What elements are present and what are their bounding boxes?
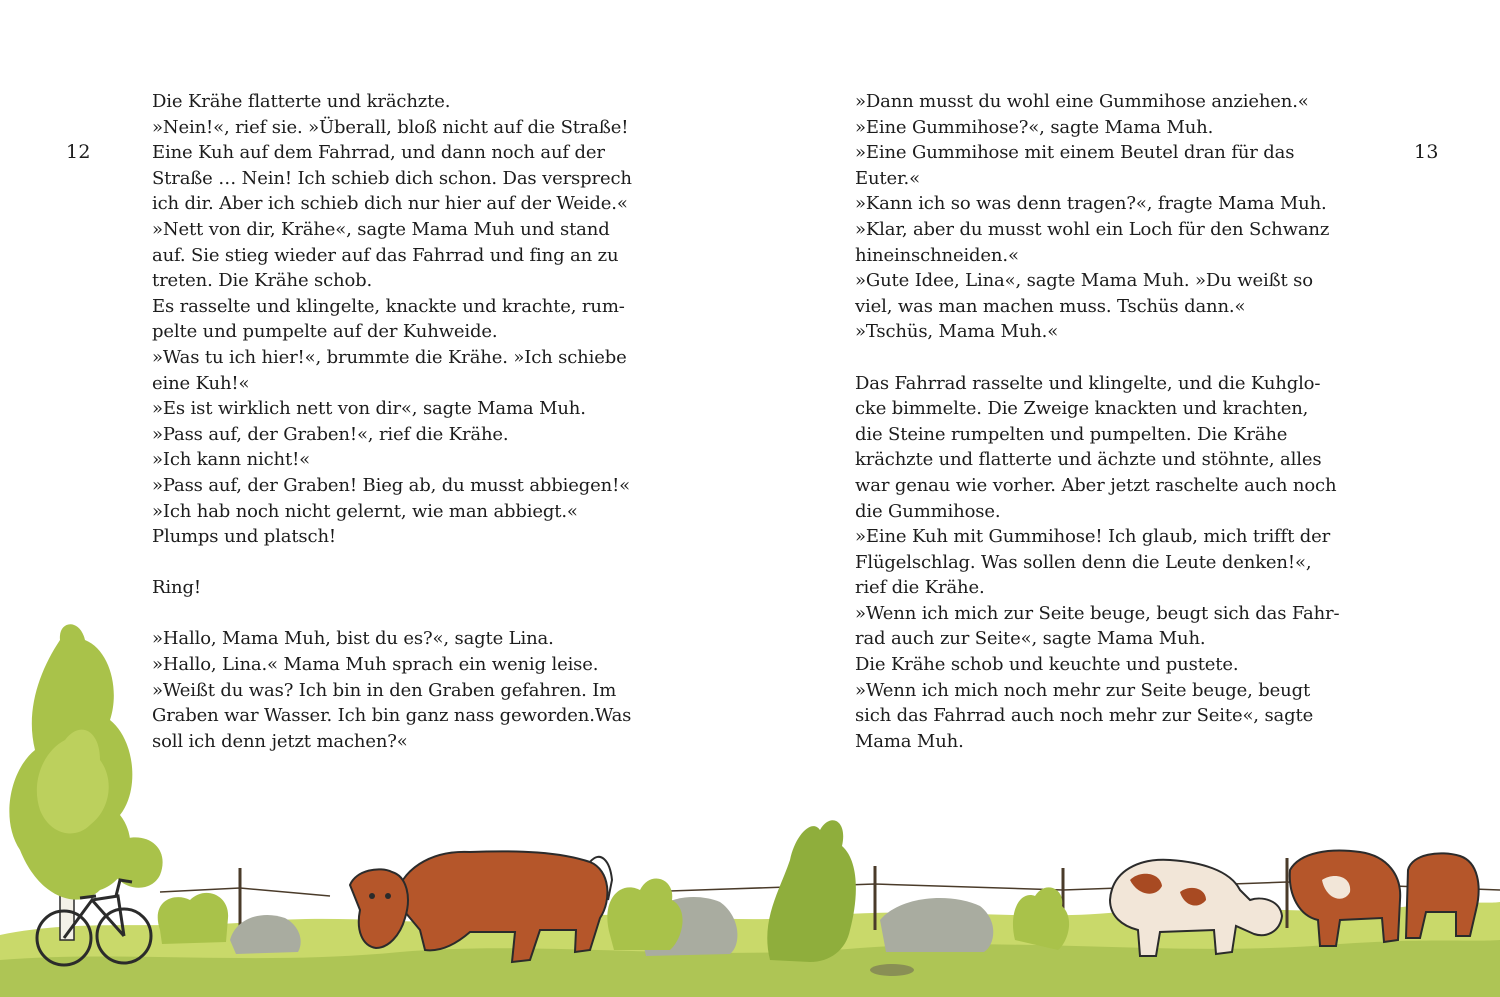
text-line: pelte und pumpelte auf der Kuhweide. — [152, 321, 498, 343]
text-line: »Weißt du was? Ich bin in den Graben gefahren. Im — [152, 679, 617, 701]
text-line: »Dann musst du wohl eine Gummihose anziehen.« — [855, 91, 1309, 112]
shrub — [607, 879, 682, 950]
text-line: treten. Die Krähe schob. — [152, 270, 373, 292]
text-line: Eine Kuh auf dem Fahrrad, und dann noch auf der — [152, 142, 605, 164]
text-line: rad auch zur Seite«, sagte Mama Muh. — [855, 628, 1206, 650]
text-line: Die Krähe flatterte und krächzte. — [152, 91, 451, 112]
text-line: »Wenn ich mich zur Seite beuge, beugt sich das Fahr- — [855, 602, 1340, 624]
text-line: »Tschüs, Mama Muh.« — [855, 321, 1059, 343]
text-line: Ring! — [152, 577, 201, 599]
text-line: »Pass auf, der Graben! Bieg ab, du musst abbiegen!« — [152, 474, 631, 496]
text-line: Es rasselte und klingelte, knackte und krachte, rum- — [152, 295, 625, 317]
text-line: »Nein!«, rief sie. »Überall, bloß nicht auf die Straße! — [152, 116, 629, 138]
cow-eye — [369, 893, 375, 899]
blank-line — [152, 550, 652, 576]
text-line: »Eine Gummihose mit einem Beutel dran für das — [855, 142, 1295, 164]
text-line: soll ich denn jetzt machen?« — [152, 730, 408, 752]
text-line: »Gute Idee, Lina«, sagte Mama Muh. »Du weißt so — [855, 270, 1313, 292]
text-line: Flügelschlag. Was sollen denn die Leute denken!«, — [855, 551, 1312, 573]
text-line: »Hallo, Mama Muh, bist du es?«, sagte Lina. — [152, 628, 554, 650]
shrub — [1013, 887, 1069, 950]
text-line: Mama Muh. — [855, 730, 964, 752]
text-line: ich dir. Aber ich schieb dich nur hier auf der Weide.« — [152, 193, 628, 215]
text-line: »Hallo, Lina.« Mama Muh sprach ein wenig leise. — [152, 654, 599, 676]
text-line: »Was tu ich hier!«, brummte die Krähe. »Ich schiebe — [152, 346, 627, 368]
shrub — [767, 820, 856, 962]
text-line: Straße … Nein! Ich schieb dich schon. Das versprech — [152, 167, 632, 189]
text-line: »Nett von dir, Krähe«, sagte Mama Muh und stand — [152, 218, 610, 240]
text-line: war genau wie vorher. Aber jetzt raschelte auch noch — [855, 474, 1337, 496]
stone — [880, 898, 993, 952]
text-line: »Ich hab noch nicht gelernt, wie man abbiegt.« — [152, 500, 578, 522]
text-line: auf. Sie stieg wieder auf das Fahrrad und fing an zu — [152, 244, 619, 266]
meadow-illustration — [0, 600, 1500, 997]
text-line: die Gummihose. — [855, 500, 1001, 522]
birch-tree — [9, 624, 162, 940]
text-line: Die Krähe schob und keuchte und pustete. — [855, 654, 1239, 676]
text-line: »Eine Kuh mit Gummihose! Ich glaub, mich trifft der — [855, 526, 1331, 548]
text-line: rief die Krähe. — [855, 577, 985, 599]
text-line: »Pass auf, der Graben!«, rief die Krähe. — [152, 423, 509, 445]
shrub — [158, 893, 228, 944]
text-line: »Ich kann nicht!« — [152, 449, 311, 471]
text-line: »Es ist wirklich nett von dir«, sagte Mama Muh. — [152, 398, 586, 420]
text-line: »Eine Gummihose?«, sagte Mama Muh. — [855, 116, 1214, 138]
puddle — [870, 964, 914, 976]
text-line: Das Fahrrad rasselte und klingelte, und die Kuhglo- — [855, 372, 1321, 394]
page-number-right: 13 — [1414, 141, 1439, 163]
text-line: sich das Fahrrad auch noch mehr zur Seite«, sagte — [855, 705, 1314, 727]
text-line: »Kann ich so was denn tragen?«, fragte Mama Muh. — [855, 193, 1327, 215]
blank-line — [855, 345, 1360, 371]
text-line: viel, was man machen muss. Tschüs dann.« — [855, 295, 1246, 317]
text-line: cke bimmelte. Die Zweige knackten und krachten, — [855, 398, 1309, 420]
text-line: »Klar, aber du musst wohl ein Loch für den Schwanz — [855, 218, 1330, 240]
text-line: hineinschneiden.« — [855, 244, 1019, 266]
text-line: Plumps und platsch! — [152, 526, 336, 548]
text-line: Euter.« — [855, 167, 920, 189]
page-number-left: 12 — [66, 141, 91, 163]
cow-eye — [385, 893, 391, 899]
text-line: krächzte und flatterte und ächzte und stöhnte, alles — [855, 449, 1322, 471]
text-line: eine Kuh!« — [152, 372, 250, 394]
text-line: »Wenn ich mich noch mehr zur Seite beuge, beugt — [855, 679, 1311, 701]
text-line: Graben war Wasser. Ich bin ganz nass geworden.Was — [152, 705, 632, 727]
text-line: die Steine rumpelten und pumpelten. Die Krähe — [855, 423, 1288, 445]
